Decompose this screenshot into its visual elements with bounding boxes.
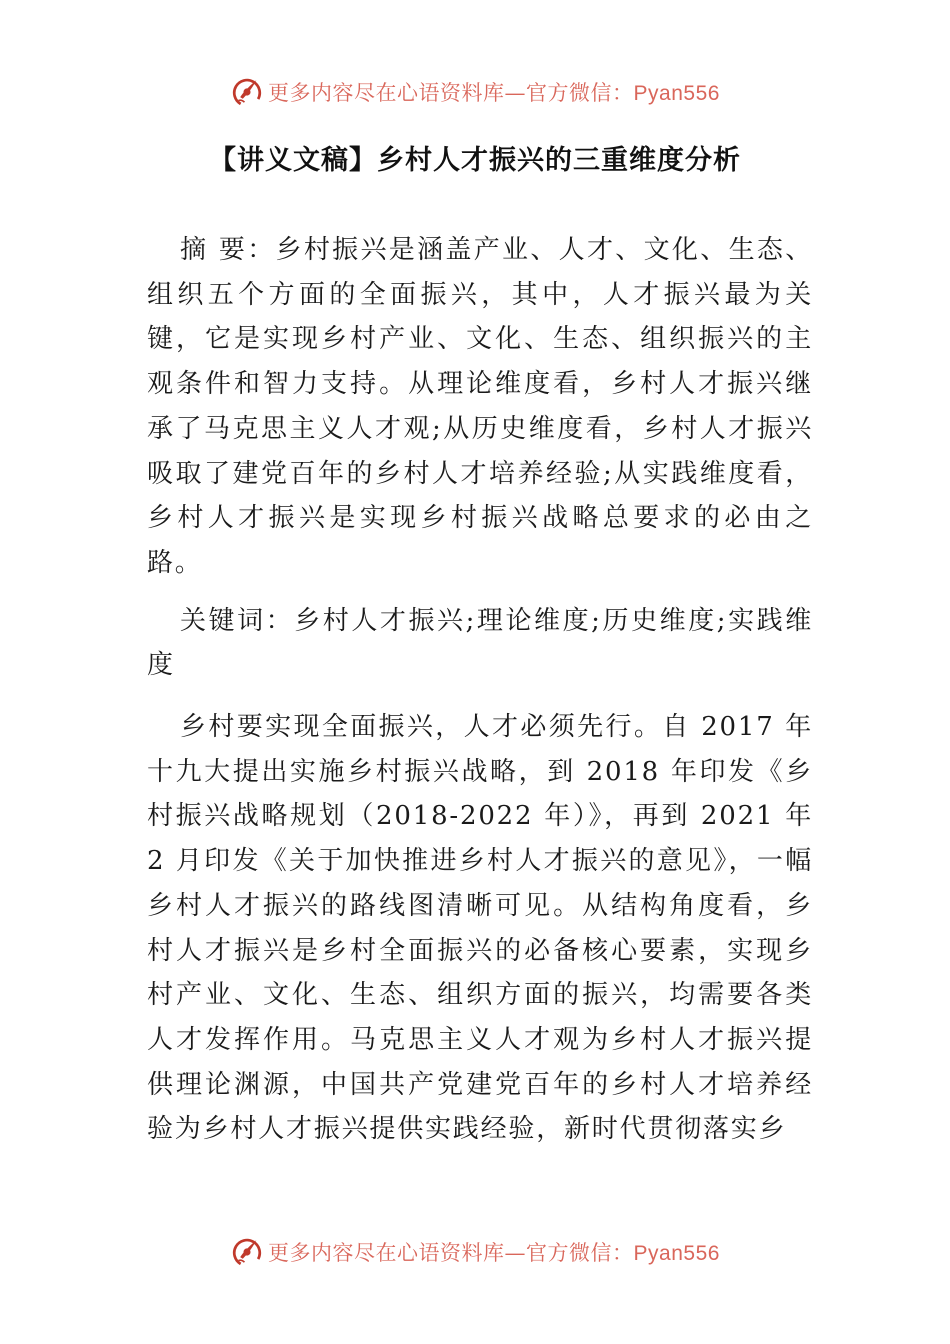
footer-banner — [0, 1232, 950, 1272]
brush-logo-icon — [230, 75, 264, 109]
header-banner-cn: 更多内容尽在心语资料库—官方微信： — [268, 81, 634, 105]
keywords-paragraph: 关键词：乡村人才振兴;理论维度;历史维度;实践维度 — [147, 605, 813, 681]
document-title: 【讲义文稿】乡村人才振兴的三重维度分析 — [209, 145, 741, 176]
brush-logo-icon — [230, 1235, 264, 1269]
header-banner-wechat-id: Pyan556 — [633, 82, 720, 105]
footer-banner-text — [268, 1237, 720, 1267]
header-banner-text — [268, 77, 720, 107]
abstract-paragraph: 摘 要：乡村振兴是涵盖产业、人才、文化、生态、组织五个方面的全面振兴，其中，人才振兴最为关键，它是实现乡村产业、文化、生态、组织振兴的主观条件和智力支持。从理论维度看，乡村人才振兴继承了马克思主义人才观;从历史维度看，乡村人才振兴吸取了建党百年的乡村人才培养经验;从实践维度看，乡村人才振兴是实现乡村振兴战略总要求的必由之路。 — [147, 235, 813, 578]
body-paragraph: 乡村要实现全面振兴，人才必须先行。自 2017 年十九大提出实施乡村振兴战略，到 2018 年印发《乡村振兴战略规划（2018-2022 年）》，再到 2021 年2 月印发《关于加快推进乡村人才振兴的意见》，一幅乡村人才振兴的路线图清晰可见。从结构角度看，乡村人才振兴是乡村全面振兴的必备核心要素，实现乡村产业、文化、生态、组织方面的振兴，均需要各类人才发挥作用。马克思主义人才观为乡村人才振兴提供理论渊源，中国共产党建党百年的乡村人才培养经验为乡村人才振兴提供实践经验，新时代贯彻落实乡 — [147, 712, 813, 1145]
header-banner — [0, 72, 950, 112]
footer-banner-wechat-id: Pyan556 — [633, 1242, 720, 1265]
document-body — [147, 228, 813, 1152]
footer-banner-cn: 更多内容尽在心语资料库—官方微信： — [268, 1241, 634, 1265]
